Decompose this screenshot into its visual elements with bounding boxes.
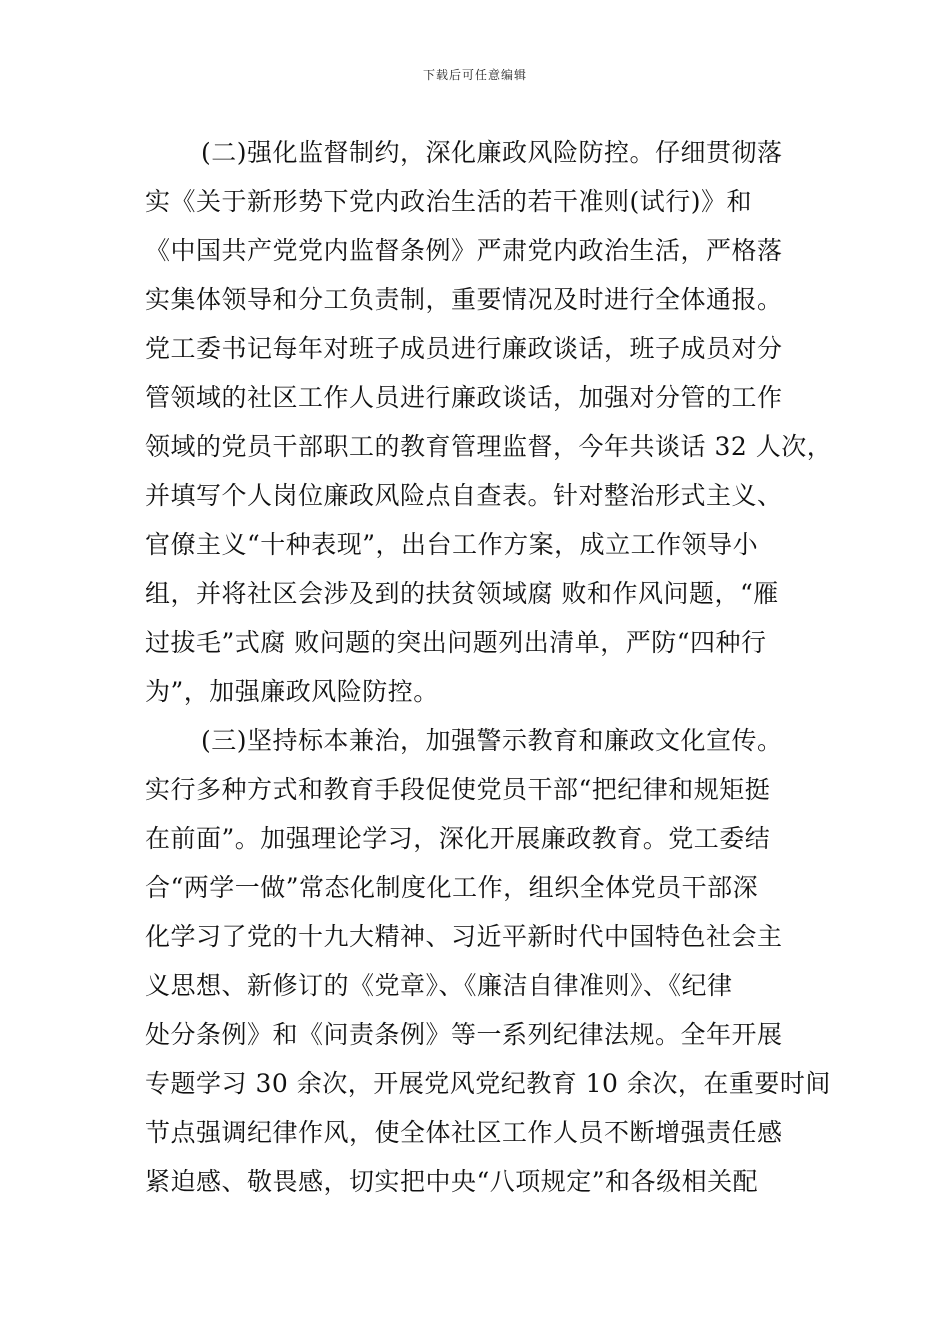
paragraph-3-line-10: 紧迫感、敬畏感，切实把中央“八项规定”和各级相关配 [145,1167,759,1196]
paragraph-2-line-7: 领域的党员干部职工的教育管理监督，今年共谈话 32 人次， [145,432,833,461]
paragraph-2-line-3: 《中国共产党党内监督条例》严肃党内政治生活，严格落 [145,236,783,265]
paragraph-2-line-11: 过拔毛”式腐 败问题的突出问题列出清单，严防“四种行 [145,628,767,657]
paragraph-3-line-8: 专题学习 30 余次，开展党风党纪教育 10 余次，在重要时间 [145,1069,831,1098]
paragraph-3-line-2: 实行多种方式和教育手段促使党员干部“把纪律和规矩挺 [145,775,771,804]
paragraph-2-line-5: 党工委书记每年对班子成员进行廉政谈话，班子成员对分 [145,334,783,363]
paragraph-3-line-6: 义思想、新修订的《党章》、《廉洁自律准则》、《纪律 [145,971,733,1000]
paragraph-2-line-4: 实集体领导和分工负责制，重要情况及时进行全体通报。 [145,285,783,314]
paragraph-3-line-4: 合“两学一做”常态化制度化工作，组织全体党员干部深 [145,873,759,902]
header-note: 下载后可任意编辑 [422,68,527,82]
paragraph-2-line-6: 管领域的社区工作人员进行廉政谈话，加强对分管的工作 [145,383,783,412]
paragraph-2-line-8: 并填写个人岗位廉政风险点自查表。针对整治形式主义、 [145,481,783,510]
document-body [145,128,835,1206]
paragraph-3-line-3: 在前面”。加强理论学习，深化开展廉政教育。党工委结 [145,824,771,853]
paragraph-2-line-1: (二)强化监督制约，深化廉政风险防控。仔细贯彻落 [201,138,783,167]
paragraph-3-line-5: 化学习了党的十九大精神、习近平新时代中国特色社会主 [145,922,783,951]
paragraph-3-line-9: 节点强调纪律作风，使全体社区工作人员不断增强责任感 [145,1118,783,1147]
paragraph-2-line-2: 实《关于新形势下党内政治生活的若干准则(试行)》和 [145,187,753,216]
paragraph-2-line-10: 组，并将社区会涉及到的扶贫领域腐 败和作风问题，“雁 [145,579,779,608]
paragraph-2-line-12: 为”，加强廉政风险防控。 [145,677,439,706]
paragraph-3-line-7: 处分条例》和《问责条例》等一系列纪律法规。全年开展 [145,1020,783,1049]
paragraph-3-line-1: (三)坚持标本兼治，加强警示教育和廉政文化宣传。 [201,726,783,755]
paragraph-2-line-9: 官僚主义“十种表现”，出台工作方案，成立工作领导小 [145,530,759,559]
